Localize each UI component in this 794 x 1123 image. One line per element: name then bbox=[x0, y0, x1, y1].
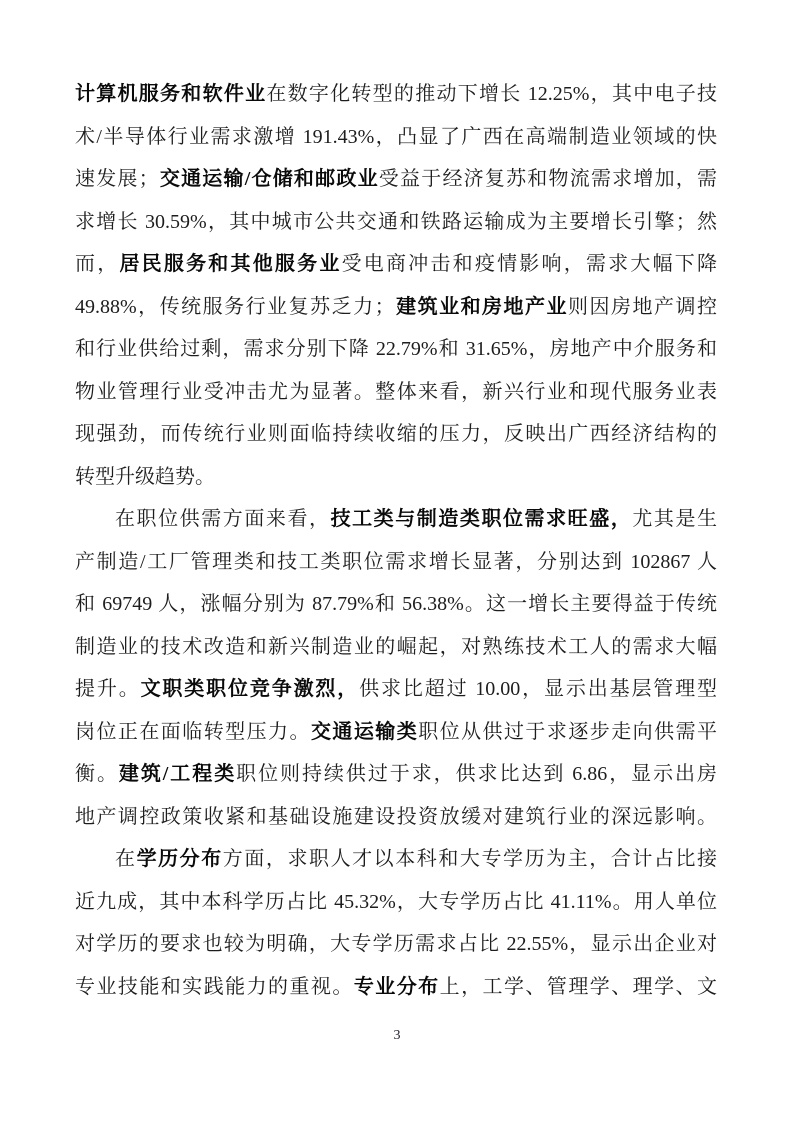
text-run: 上，工学、管理学、理学、文 bbox=[439, 975, 717, 998]
bold-text-run: 学历分布 bbox=[136, 848, 223, 870]
text-line bbox=[75, 116, 717, 159]
text-run: 在 bbox=[115, 848, 137, 870]
text-run: 而， bbox=[75, 253, 120, 275]
text-line bbox=[75, 796, 717, 839]
text-line bbox=[75, 626, 717, 669]
text-run: 受益于经济复苏和物流需求增加，需 bbox=[378, 168, 717, 190]
text-line bbox=[75, 243, 717, 286]
text-line bbox=[75, 838, 717, 881]
bold-text-run: 专业分布 bbox=[353, 975, 440, 998]
text-run: 职位则持续供过于求，供求比达到 6.86，显示出房 bbox=[236, 763, 717, 785]
bold-text-run: 计算机服务和软件业 bbox=[75, 83, 267, 105]
text-line bbox=[75, 286, 717, 329]
text-line bbox=[75, 73, 717, 116]
paragraph bbox=[75, 498, 717, 838]
page-footer bbox=[0, 1026, 794, 1044]
text-run: 专业技能和实践能力的重视。 bbox=[75, 975, 354, 998]
text-run: 岗位正在面临转型压力。 bbox=[75, 720, 311, 743]
text-run: 制造业的技术改造和新兴制造业的崛起，对熟练技术工人的需求大幅 bbox=[75, 635, 717, 658]
text-line bbox=[75, 456, 717, 499]
text-run: 尤其是生 bbox=[632, 508, 717, 530]
bold-text-run: 文职类职位竞争激烈， bbox=[140, 678, 360, 700]
text-line bbox=[75, 583, 717, 626]
text-run: 速发展； bbox=[75, 168, 159, 190]
text-run: 衡。 bbox=[75, 763, 119, 785]
text-line bbox=[75, 201, 717, 244]
text-line bbox=[75, 966, 717, 1009]
text-line bbox=[75, 498, 717, 541]
text-run: 受电商冲击和疫情影响，需求大幅下降 bbox=[341, 253, 717, 275]
text-run: 职位从供过于求逐步走向供需平 bbox=[418, 720, 717, 743]
page-number: 3 bbox=[393, 1028, 401, 1043]
text-run: 和行业供给过剩，需求分别下降 22.79%和 31.65%，房地产中介服务和 bbox=[75, 338, 717, 360]
text-line bbox=[75, 158, 717, 201]
text-run: 对学历的要求也较为明确，大专学历需求占比 22.55%，显示出企业对 bbox=[75, 933, 717, 955]
text-run: 49.88%，传统服务行业复苏乏力； bbox=[75, 295, 395, 318]
text-line bbox=[75, 881, 717, 924]
bold-text-run: 交通运输类 bbox=[310, 720, 419, 743]
text-line bbox=[75, 668, 717, 711]
bold-text-run: 建筑/工程类 bbox=[118, 763, 237, 785]
text-line bbox=[75, 923, 717, 966]
text-run: 提升。 bbox=[75, 678, 141, 700]
text-run: 则因房地产调控 bbox=[568, 295, 717, 318]
text-run: 产制造/工厂管理类和技工类职位需求增长显著，分别达到 102867 人 bbox=[75, 550, 717, 573]
text-line bbox=[75, 328, 717, 371]
text-run: 物业管理行业受冲击尤为显著。整体来看，新兴行业和现代服务业表 bbox=[75, 380, 717, 403]
text-run: 方面，求职人才以本科和大专学历为主，合计占比接 bbox=[222, 848, 717, 870]
text-run: 和 69749 人，涨幅分别为 87.79%和 56.38%。这一增长主要得益于传统 bbox=[75, 593, 717, 615]
text-run: 在职位供需方面来看， bbox=[115, 508, 331, 530]
bold-text-run: 交通运输/仓储和邮政业 bbox=[158, 168, 379, 190]
paragraph bbox=[75, 73, 717, 498]
text-line bbox=[75, 371, 717, 414]
text-line bbox=[75, 541, 717, 584]
text-run: 求增长 30.59%，其中城市公共交通和铁路运输成为主要增长引擎；然 bbox=[75, 210, 717, 233]
text-run: 转型升级趋势。 bbox=[75, 465, 215, 488]
text-line bbox=[75, 753, 717, 796]
text-run: 近九成，其中本科学历占比 45.32%，大专学历占比 41.11%。用人单位 bbox=[75, 890, 717, 913]
text-run: 供求比超过 10.00，显示出基层管理型 bbox=[359, 678, 717, 700]
text-run: 在数字化转型的推动下增长 12.25%，其中电子技 bbox=[266, 83, 717, 105]
text-run: 地产调控政策收紧和基础设施建设投资放缓对建筑行业的深远影响。 bbox=[75, 805, 717, 828]
text-line bbox=[75, 711, 717, 754]
bold-text-run: 居民服务和其他服务业 bbox=[119, 253, 342, 275]
document-body bbox=[75, 73, 717, 1008]
bold-text-run: 技工类与制造类职位需求旺盛， bbox=[330, 508, 633, 530]
text-run: 术/半导体行业需求激增 191.43%，凸显了广西在高端制造业领域的快 bbox=[75, 125, 717, 148]
bold-text-run: 建筑业和房地产业 bbox=[394, 295, 569, 318]
paragraph bbox=[75, 838, 717, 1008]
text-run: 现强劲，而传统行业则面临持续收缩的压力，反映出广西经济结构的 bbox=[75, 423, 717, 445]
text-line bbox=[75, 413, 717, 456]
